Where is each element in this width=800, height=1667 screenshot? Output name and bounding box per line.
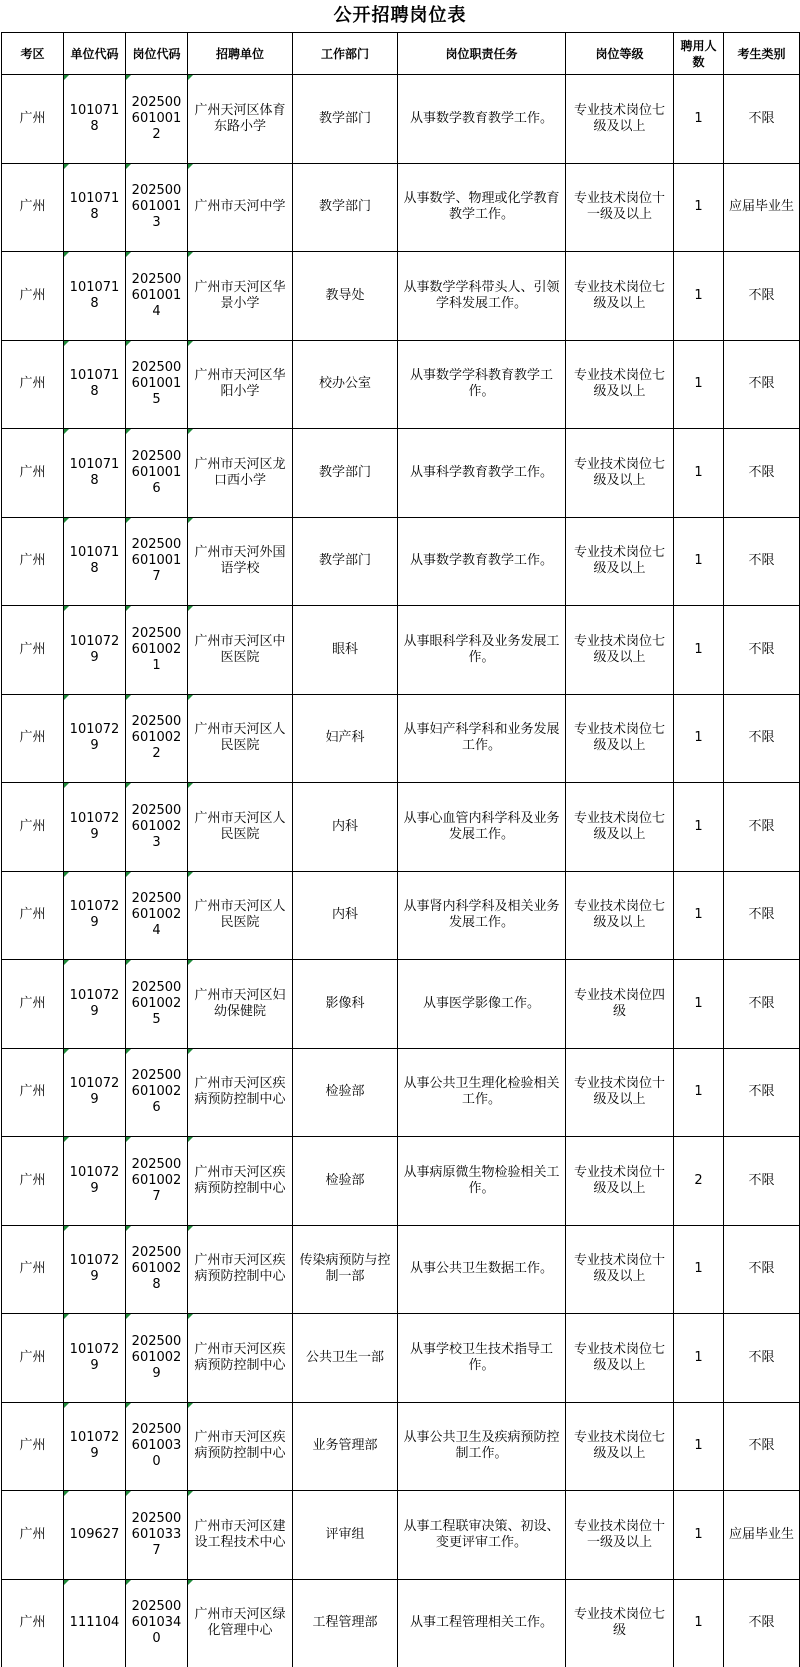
cell-duty[interactable]: 从事公共卫生及疾病预防控制工作。 (398, 1402, 566, 1491)
cell-level[interactable]: 专业技术岗位七级及以上 (566, 1402, 674, 1491)
column-header-dept[interactable]: 工作部门 (293, 33, 398, 75)
cell-post-code[interactable]: 2025006010015 (126, 340, 188, 429)
cell-category[interactable]: 不限 (724, 252, 800, 341)
cell-post-code[interactable]: 2025006010021 (126, 606, 188, 695)
table-row (2, 1314, 800, 1403)
cell-category[interactable]: 不限 (724, 1048, 800, 1137)
table-row (2, 783, 800, 872)
cell-area[interactable]: 广州 (2, 694, 64, 783)
cell-unit[interactable]: 广州市天河区疾病预防控制中心 (188, 1048, 293, 1137)
table-row (2, 1579, 800, 1667)
cell-area[interactable]: 广州 (2, 1491, 64, 1580)
cell-count[interactable]: 1 (674, 1048, 724, 1137)
cell-category[interactable]: 不限 (724, 871, 800, 960)
cell-unit[interactable]: 广州市天河区妇幼保健院 (188, 960, 293, 1049)
cell-unit-code[interactable]: 1010718 (64, 517, 126, 606)
cell-dept[interactable]: 教学部门 (293, 517, 398, 606)
cell-dept[interactable]: 工程管理部 (293, 1579, 398, 1667)
cell-level[interactable]: 专业技术岗位七级及以上 (566, 871, 674, 960)
cell-unit-code[interactable]: 1010718 (64, 429, 126, 518)
cell-post-code[interactable]: 2025006010014 (126, 252, 188, 341)
table-body (2, 75, 800, 1667)
cell-count[interactable]: 1 (674, 517, 724, 606)
cell-post-code[interactable]: 2025006010029 (126, 1314, 188, 1403)
cell-unit[interactable]: 广州市天河区华景小学 (188, 252, 293, 341)
cell-dept[interactable]: 教导处 (293, 252, 398, 341)
cell-count[interactable]: 1 (674, 606, 724, 695)
cell-post-code[interactable]: 2025006010340 (126, 1579, 188, 1667)
cell-level[interactable]: 专业技术岗位七级及以上 (566, 783, 674, 872)
table-row (2, 252, 800, 341)
cell-category[interactable]: 不限 (724, 340, 800, 429)
cell-count[interactable]: 1 (674, 960, 724, 1049)
cell-area[interactable]: 广州 (2, 1225, 64, 1314)
table-row (2, 429, 800, 518)
cell-area[interactable]: 广州 (2, 1314, 64, 1403)
column-header-post-code[interactable]: 岗位代码 (126, 33, 188, 75)
cell-level[interactable]: 专业技术岗位七级及以上 (566, 606, 674, 695)
page-title: 公开招聘岗位表 (333, 5, 467, 26)
cell-duty[interactable]: 从事公共卫生数据工作。 (398, 1225, 566, 1314)
table-header-row (2, 33, 800, 75)
cell-level[interactable]: 专业技术岗位十一级及以上 (566, 163, 674, 252)
cell-unit-code[interactable]: 1010718 (64, 340, 126, 429)
cell-level[interactable]: 专业技术岗位十级及以上 (566, 1225, 674, 1314)
cell-area[interactable]: 广州 (2, 871, 64, 960)
column-header-unit-code[interactable]: 单位代码 (64, 33, 126, 75)
cell-unit[interactable]: 广州市天河区绿化管理中心 (188, 1579, 293, 1667)
cell-level[interactable]: 专业技术岗位七级及以上 (566, 694, 674, 783)
cell-category[interactable]: 应届毕业生 (724, 1491, 800, 1580)
column-header-duty[interactable]: 岗位职责任务 (398, 33, 566, 75)
cell-unit[interactable]: 广州市天河区中医医院 (188, 606, 293, 695)
cell-post-code[interactable]: 2025006010023 (126, 783, 188, 872)
cell-count[interactable]: 1 (674, 1579, 724, 1667)
cell-unit[interactable]: 广州市天河中学 (188, 163, 293, 252)
cell-unit-code[interactable]: 1010718 (64, 75, 126, 164)
cell-level[interactable]: 专业技术岗位七级及以上 (566, 252, 674, 341)
cell-unit-code[interactable]: 1010718 (64, 252, 126, 341)
table-row (2, 1048, 800, 1137)
cell-dept[interactable]: 业务管理部 (293, 1402, 398, 1491)
cell-level[interactable]: 专业技术岗位七级及以上 (566, 1314, 674, 1403)
cell-area[interactable]: 广州 (2, 429, 64, 518)
cell-area[interactable]: 广州 (2, 340, 64, 429)
cell-unit-code[interactable]: 1010729 (64, 1137, 126, 1226)
cell-category[interactable]: 不限 (724, 694, 800, 783)
cell-post-code[interactable]: 2025006010017 (126, 517, 188, 606)
cell-level[interactable]: 专业技术岗位七级及以上 (566, 517, 674, 606)
cell-unit-code[interactable]: 1010729 (64, 1402, 126, 1491)
cell-category[interactable]: 不限 (724, 429, 800, 518)
table-row (2, 1491, 800, 1580)
table-row (2, 1225, 800, 1314)
cell-duty[interactable]: 从事病原微生物检验相关工作。 (398, 1137, 566, 1226)
cell-unit-code[interactable]: 1010718 (64, 163, 126, 252)
cell-area[interactable]: 广州 (2, 783, 64, 872)
table-row (2, 606, 800, 695)
cell-count[interactable]: 1 (674, 1402, 724, 1491)
cell-unit-code[interactable]: 1010729 (64, 1314, 126, 1403)
cell-dept[interactable]: 公共卫生一部 (293, 1314, 398, 1403)
cell-area[interactable]: 广州 (2, 606, 64, 695)
cell-dept[interactable]: 校办公室 (293, 340, 398, 429)
cell-level[interactable]: 专业技术岗位七级及以上 (566, 75, 674, 164)
cell-count[interactable]: 1 (674, 783, 724, 872)
cell-area[interactable]: 广州 (2, 252, 64, 341)
cell-category[interactable]: 不限 (724, 960, 800, 1049)
cell-duty[interactable]: 从事数学教育教学工作。 (398, 517, 566, 606)
cell-count[interactable]: 1 (674, 429, 724, 518)
cell-count[interactable]: 1 (674, 1491, 724, 1580)
cell-area[interactable]: 广州 (2, 1048, 64, 1137)
cell-level[interactable]: 专业技术岗位十级及以上 (566, 1137, 674, 1226)
cell-level[interactable]: 专业技术岗位七级及以上 (566, 429, 674, 518)
cell-post-code[interactable]: 2025006010016 (126, 429, 188, 518)
cell-post-code[interactable]: 2025006010027 (126, 1137, 188, 1226)
cell-category[interactable]: 不限 (724, 75, 800, 164)
table-row (2, 871, 800, 960)
cell-level[interactable]: 专业技术岗位十级及以上 (566, 1048, 674, 1137)
cell-dept[interactable]: 检验部 (293, 1137, 398, 1226)
cell-dept[interactable]: 传染病预防与控制一部 (293, 1225, 398, 1314)
cell-post-code[interactable]: 2025006010012 (126, 75, 188, 164)
cell-unit-code[interactable]: 111104 (64, 1579, 126, 1667)
cell-level[interactable]: 专业技术岗位四级 (566, 960, 674, 1049)
cell-count[interactable]: 2 (674, 1137, 724, 1226)
cell-post-code[interactable]: 2025006010022 (126, 694, 188, 783)
cell-area[interactable]: 广州 (2, 163, 64, 252)
cell-area[interactable]: 广州 (2, 1402, 64, 1491)
cell-unit-code[interactable]: 1010729 (64, 871, 126, 960)
cell-count[interactable]: 1 (674, 1314, 724, 1403)
cell-unit[interactable]: 广州市天河区疾病预防控制中心 (188, 1137, 293, 1226)
cell-category[interactable]: 不限 (724, 783, 800, 872)
cell-dept[interactable]: 教学部门 (293, 163, 398, 252)
cell-post-code[interactable]: 2025006010026 (126, 1048, 188, 1137)
cell-duty[interactable]: 从事肾内科学科及相关业务发展工作。 (398, 871, 566, 960)
cell-area[interactable]: 广州 (2, 960, 64, 1049)
cell-unit[interactable]: 广州市天河区疾病预防控制中心 (188, 1314, 293, 1403)
cell-count[interactable]: 1 (674, 871, 724, 960)
cell-duty[interactable]: 从事公共卫生理化检验相关工作。 (398, 1048, 566, 1137)
cell-unit[interactable]: 广州市天河区人民医院 (188, 783, 293, 872)
cell-dept[interactable]: 内科 (293, 871, 398, 960)
cell-area[interactable]: 广州 (2, 75, 64, 164)
cell-duty[interactable]: 从事数学学科带头人、引领学科发展工作。 (398, 252, 566, 341)
cell-count[interactable]: 1 (674, 163, 724, 252)
cell-level[interactable]: 专业技术岗位七级及以上 (566, 340, 674, 429)
cell-duty[interactable]: 从事医学影像工作。 (398, 960, 566, 1049)
cell-dept[interactable]: 妇产科 (293, 694, 398, 783)
cell-unit-code[interactable]: 1010729 (64, 783, 126, 872)
cell-dept[interactable]: 教学部门 (293, 75, 398, 164)
cell-count[interactable]: 1 (674, 75, 724, 164)
cell-count[interactable]: 1 (674, 1225, 724, 1314)
cell-category[interactable]: 不限 (724, 606, 800, 695)
cell-duty[interactable]: 从事心血管内科学科及业务发展工作。 (398, 783, 566, 872)
cell-area[interactable]: 广州 (2, 1137, 64, 1226)
cell-duty[interactable]: 从事工程联审决策、初设、变更评审工作。 (398, 1491, 566, 1580)
cell-level[interactable]: 专业技术岗位十一级及以上 (566, 1491, 674, 1580)
cell-category[interactable]: 不限 (724, 1579, 800, 1667)
cell-unit-code[interactable]: 109627 (64, 1491, 126, 1580)
column-header-area[interactable]: 考区 (2, 33, 64, 75)
cell-duty[interactable]: 从事眼科学科及业务发展工作。 (398, 606, 566, 695)
cell-unit[interactable]: 广州市天河区龙口西小学 (188, 429, 293, 518)
table-row (2, 163, 800, 252)
cell-duty[interactable]: 从事科学教育教学工作。 (398, 429, 566, 518)
table-row (2, 1137, 800, 1226)
cell-dept[interactable]: 影像科 (293, 960, 398, 1049)
cell-unit[interactable]: 广州市天河区人民医院 (188, 871, 293, 960)
cell-unit-code[interactable]: 1010729 (64, 606, 126, 695)
cell-category[interactable]: 不限 (724, 1225, 800, 1314)
column-header-category[interactable]: 考生类别 (724, 33, 800, 75)
table-row (2, 960, 800, 1049)
column-header-unit[interactable]: 招聘单位 (188, 33, 293, 75)
cell-category[interactable]: 不限 (724, 1137, 800, 1226)
cell-unit[interactable]: 广州天河区体育东路小学 (188, 75, 293, 164)
cell-dept[interactable]: 评审组 (293, 1491, 398, 1580)
cell-post-code[interactable]: 2025006010013 (126, 163, 188, 252)
cell-category[interactable]: 应届毕业生 (724, 163, 800, 252)
cell-dept[interactable]: 眼科 (293, 606, 398, 695)
cell-post-code[interactable]: 2025006010025 (126, 960, 188, 1049)
cell-dept[interactable]: 教学部门 (293, 429, 398, 518)
cell-unit-code[interactable]: 1010729 (64, 1225, 126, 1314)
cell-area[interactable]: 广州 (2, 1579, 64, 1667)
cell-unit-code[interactable]: 1010729 (64, 960, 126, 1049)
cell-unit-code[interactable]: 1010729 (64, 1048, 126, 1137)
cell-unit[interactable]: 广州市天河区华阳小学 (188, 340, 293, 429)
cell-unit[interactable]: 广州市天河区疾病预防控制中心 (188, 1402, 293, 1491)
column-header-level[interactable]: 岗位等级 (566, 33, 674, 75)
cell-post-code[interactable]: 2025006010337 (126, 1491, 188, 1580)
cell-post-code[interactable]: 2025006010028 (126, 1225, 188, 1314)
cell-category[interactable]: 不限 (724, 1314, 800, 1403)
cell-count[interactable]: 1 (674, 252, 724, 341)
table-row (2, 517, 800, 606)
cell-duty[interactable]: 从事工程管理相关工作。 (398, 1579, 566, 1667)
cell-post-code[interactable]: 2025006010024 (126, 871, 188, 960)
cell-level[interactable]: 专业技术岗位七级 (566, 1579, 674, 1667)
table-row (2, 340, 800, 429)
column-header-count[interactable]: 聘用人数 (674, 33, 724, 75)
cell-count[interactable]: 1 (674, 340, 724, 429)
cell-unit[interactable]: 广州市天河区建设工程技术中心 (188, 1491, 293, 1580)
job-posting-table (1, 32, 800, 1667)
cell-duty[interactable]: 从事数学教育教学工作。 (398, 75, 566, 164)
cell-duty[interactable]: 从事数学、物理或化学教育教学工作。 (398, 163, 566, 252)
cell-category[interactable]: 不限 (724, 1402, 800, 1491)
cell-category[interactable]: 不限 (724, 517, 800, 606)
cell-duty[interactable]: 从事学校卫生技术指导工作。 (398, 1314, 566, 1403)
cell-count[interactable]: 1 (674, 694, 724, 783)
cell-area[interactable]: 广州 (2, 517, 64, 606)
cell-unit-code[interactable]: 1010729 (64, 694, 126, 783)
table-row (2, 1402, 800, 1491)
cell-duty[interactable]: 从事妇产科学科和业务发展工作。 (398, 694, 566, 783)
cell-post-code[interactable]: 2025006010030 (126, 1402, 188, 1491)
cell-unit[interactable]: 广州市天河区人民医院 (188, 694, 293, 783)
table-row (2, 694, 800, 783)
cell-unit[interactable]: 广州市天河区疾病预防控制中心 (188, 1225, 293, 1314)
table-row (2, 75, 800, 164)
cell-dept[interactable]: 内科 (293, 783, 398, 872)
cell-dept[interactable]: 检验部 (293, 1048, 398, 1137)
cell-duty[interactable]: 从事数学学科教育教学工作。 (398, 340, 566, 429)
cell-unit[interactable]: 广州市天河外国语学校 (188, 517, 293, 606)
